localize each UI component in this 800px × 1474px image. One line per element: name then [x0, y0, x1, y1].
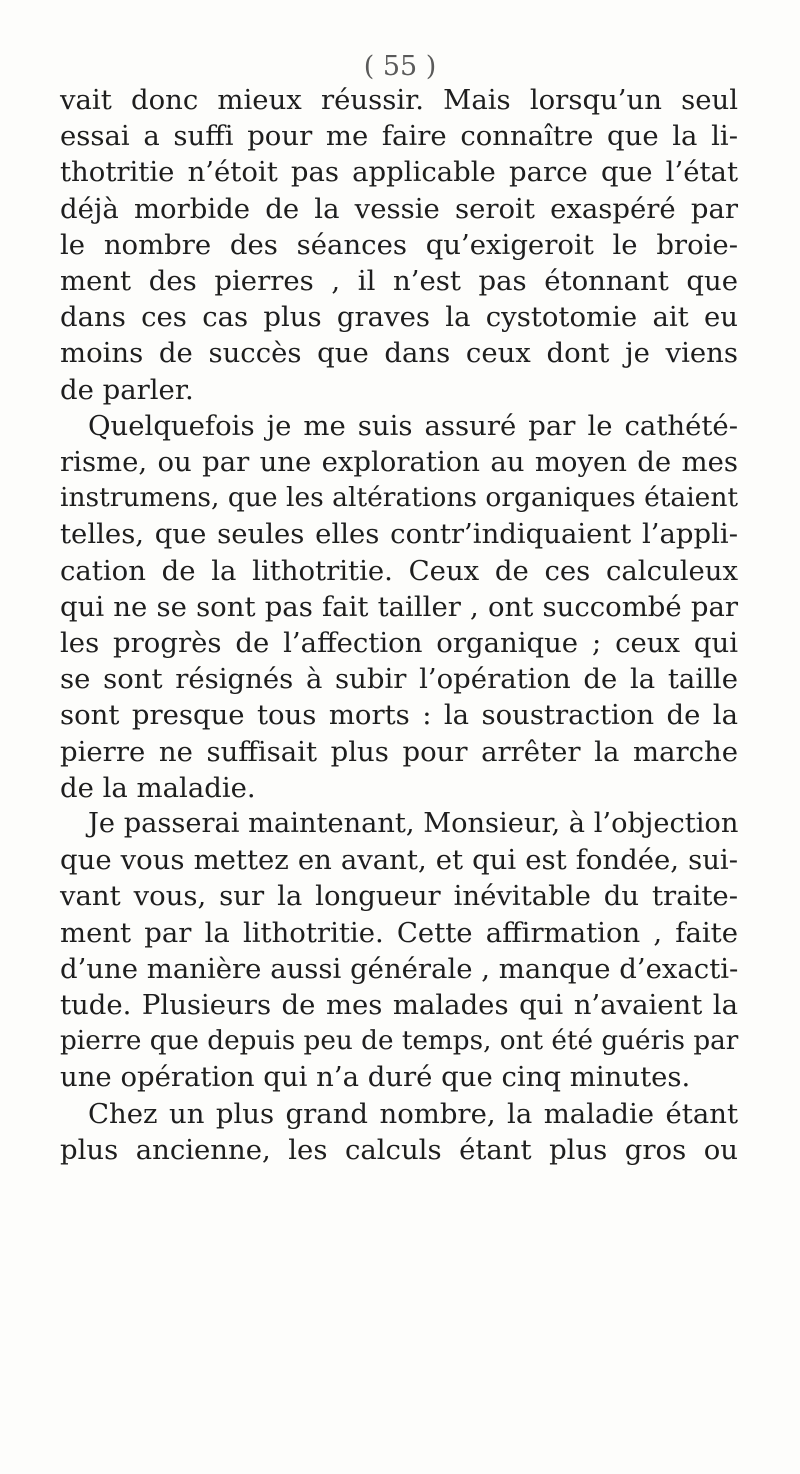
text-line: dans ces cas plus graves la cystotomie ait eu: [60, 301, 738, 334]
text-line: le nombre des séances qu’exigeroit le broie-: [60, 228, 738, 261]
text-line: thotritie n’étoit pas applicable parce que l’état: [60, 156, 738, 189]
text-line: d’une manière aussi générale , manque d’exacti-: [60, 952, 739, 985]
text-line: moins de succès que dans ceux dont je viens: [60, 337, 738, 370]
text-line: de parler.: [60, 373, 194, 406]
text-line: Je passerai maintenant, Monsieur, à l’objection: [88, 808, 739, 839]
text-line: cation de la lithotritie. Ceux de ces calculeux: [60, 554, 738, 587]
text-line: qui ne se sont pas fait tailler , ont succombé par: [60, 590, 738, 623]
text-line: déjà morbide de la vessie seroit exaspéré par: [60, 192, 738, 225]
text-line: vait donc mieux réussir. Mais lorsqu’un seul: [60, 84, 738, 116]
text-line: pierre que depuis peu de temps, ont été guéris par: [60, 1026, 739, 1057]
text-line: ment des pierres , il n’est pas étonnant que: [60, 265, 738, 297]
text-line: ment par la lithotritie. Cette affirmation , faite: [60, 916, 738, 949]
text-line: les progrès de l’affection organique ; ceux qui: [60, 627, 738, 659]
text-line: se sont résignés à subir l’opération de la taille: [60, 663, 738, 696]
text-line: Chez un plus grand nombre, la maladie étant: [88, 1097, 738, 1130]
text-line: sont presque tous morts : la soustraction de la: [60, 699, 738, 732]
text-line: que vous mettez en avant, et qui est fondée, sui-: [60, 844, 738, 877]
text-line: instrumens, que les altérations organiques étaient: [60, 482, 739, 514]
text-line: Quelquefois je me suis assuré par le cathété-: [88, 409, 738, 442]
text-line: telles, que seules elles contr’indiquaient l’appli-: [60, 518, 738, 551]
text-line: risme, ou par une exploration au moyen de mes: [60, 446, 738, 478]
text-line: une opération qui n’a duré que cinq minutes.: [60, 1061, 691, 1094]
text-line: pierre ne suffisait plus pour arrêter la marche: [60, 735, 738, 768]
text-line: plus ancienne, les calculs étant plus gros ou: [60, 1133, 738, 1166]
text-line: vant vous, sur la longueur inévitable du traite-: [60, 880, 738, 913]
text-line: tude. Plusieurs de mes malades qui n’avaient la: [60, 989, 738, 1021]
text-line: de la maladie.: [60, 771, 256, 804]
text-line: essai a suffi pour me faire connaître que la li-: [60, 120, 738, 153]
page-number: ( 55 ): [363, 51, 437, 82]
